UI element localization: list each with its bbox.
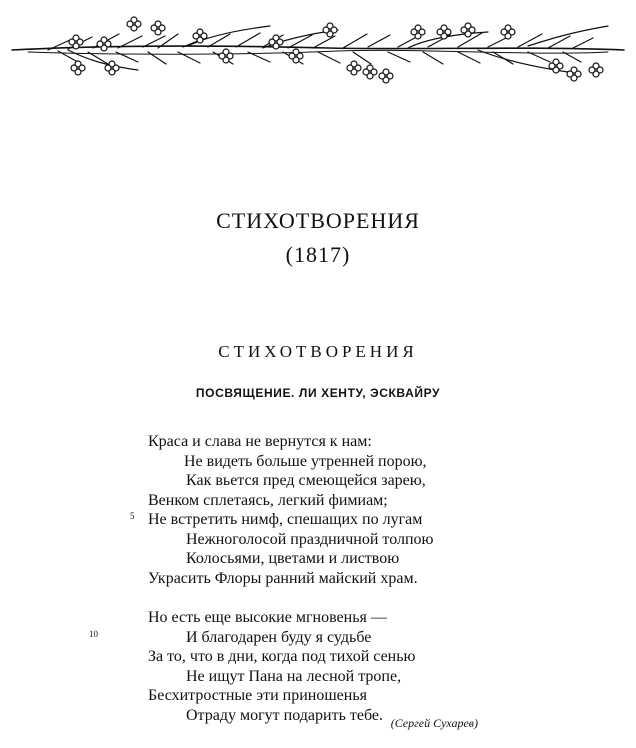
poem-line: Как вьется пред смеющейся зарею, <box>186 472 426 489</box>
poem-line-5 <box>130 510 568 530</box>
translator-credit: (Сергей Сухарев) <box>390 716 478 730</box>
stanza-2 <box>89 608 568 725</box>
poem-line: Украсить Флоры ранний майский храм. <box>148 569 418 587</box>
poem-dedication: ПОСВЯЩЕНИЕ. ЛИ ХЕНТУ, ЭСКВАЙРУ <box>195 386 441 400</box>
publication-year: (1817) <box>285 242 351 267</box>
line-number: 10 <box>89 628 98 639</box>
stanza-1 <box>130 432 568 588</box>
page-title: СТИХОТВОРЕНИЯ <box>216 208 420 233</box>
poem-line: Краса и слава не вернутся к нам: <box>148 433 372 450</box>
poem-line-10 <box>89 628 568 648</box>
poem-line: Бесхитростные эти приношенья <box>148 687 367 704</box>
poem-line: За то, что в дни, когда под тихой сенью <box>148 648 416 665</box>
stanza-separator <box>148 588 568 608</box>
poem-line: Не ищут Пана на лесной тропе, <box>186 667 402 685</box>
poem-body <box>89 432 568 725</box>
poem-line-text: И благодарен буду я судьбе <box>186 628 372 646</box>
poem-line: Нежноголосой праздничной толпою <box>186 530 434 548</box>
poem-line: Но есть еще высокие мгновенья — <box>148 609 387 626</box>
line-number: 5 <box>130 511 135 521</box>
floral-ornament-icon <box>8 6 628 86</box>
poem-line: Колосьями, цветами и листвою <box>186 550 400 567</box>
section-title: СТИХОТВОРЕНИЯ <box>218 342 418 361</box>
poem-line: Не видеть больше утренней порою, <box>184 452 427 470</box>
poem-line: Венком сплетаясь, легкий фимиам; <box>148 491 388 509</box>
poem-line: Отраду могут подарить тебе. <box>186 706 383 724</box>
poem-line-text: Не встретить нимф, спешащих по лугам <box>148 511 423 528</box>
